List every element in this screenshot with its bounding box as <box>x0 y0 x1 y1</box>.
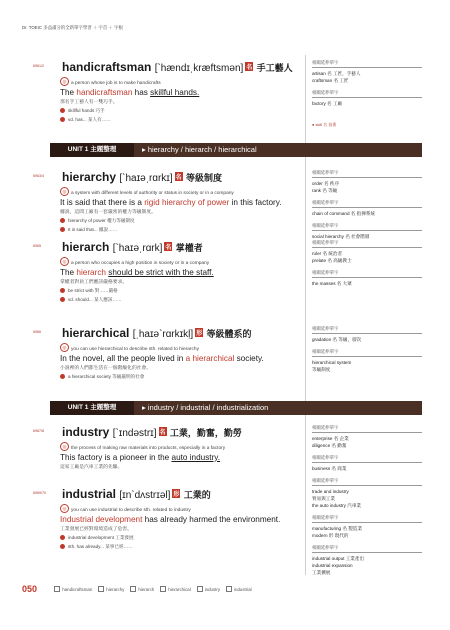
sidebar-group <box>312 326 422 379</box>
sidebar-item: the masses 名 大眾 <box>312 281 352 286</box>
column-divider <box>305 55 306 575</box>
phrase-text: industrial development 工業發展 <box>68 535 134 540</box>
footer <box>22 584 252 594</box>
entry-head <box>28 170 304 184</box>
sidebar-item: gradation 名 等級，層次 <box>312 337 362 342</box>
sidebar-block <box>312 478 422 509</box>
entry-number: 6969/70 <box>33 491 46 495</box>
vocab-entry <box>28 425 304 470</box>
entry-head <box>28 487 304 501</box>
chinese-meaning: 工業的 <box>183 490 211 500</box>
headword-text: handicraftsman <box>62 60 152 74</box>
vocab-entry <box>28 60 304 123</box>
sidebar-item: craftsman 名 工匠 <box>312 78 349 83</box>
part-of-speech-badge: 形 <box>195 328 203 337</box>
sidebar-heading: 相關延伸單字 <box>312 270 422 278</box>
phrase-text: hierarchy of power 權力等級制度 <box>68 218 135 223</box>
example-underline: auto industry. <box>171 453 221 462</box>
entry-head <box>28 326 304 340</box>
headword <box>62 425 242 439</box>
phrase-note <box>60 374 304 380</box>
definition-text: a person who occupies a high position in society or in a company <box>71 261 210 266</box>
example-highlight: a hierarchical <box>185 354 235 363</box>
sidebar-heading: 相關延伸單字 <box>312 240 422 248</box>
headword <box>62 240 203 254</box>
definition-text: you can use hierarchical to describe sth. related to hierarchy <box>71 347 199 352</box>
sidebar-heading: 相關延伸單字 <box>312 223 422 231</box>
definition-icon: ◎ <box>60 77 69 86</box>
example-sentence <box>60 198 304 207</box>
phrase-text: It is said that... 據說…… <box>68 227 118 232</box>
example-translation: 掌權者對員工們應該嚴格要求。 <box>60 280 128 285</box>
example-part: The <box>60 268 77 277</box>
phrase-text: be strict with 對……嚴格 <box>68 288 118 293</box>
sidebar-block <box>312 545 422 576</box>
english-definition <box>60 187 304 196</box>
sidebar-block <box>312 240 422 264</box>
checkbox-icon[interactable] <box>226 586 232 592</box>
example-translation: 這家工廠是汽車工業的先驅。 <box>60 465 123 470</box>
example-highlight: rigid hierarchy of power <box>144 198 230 207</box>
english-definition <box>60 442 304 451</box>
pronunciation: [ˋhændɪˌkræftsmən] <box>154 63 244 74</box>
bullet-icon <box>60 288 65 293</box>
sidebar-heading: 相關延伸單字 <box>312 90 422 98</box>
sidebar-item: enterprise 名 企業 <box>312 436 349 441</box>
sidebar-heading: 相關延伸單字 <box>312 200 422 208</box>
definition-text: you can use industrial to describe sth. related to industry <box>71 508 191 513</box>
sidebar-item: the auto industry 汽車業 <box>312 503 362 508</box>
sidebar-item: factory 名 工廠 <box>312 101 343 106</box>
sidebar-block <box>312 200 422 217</box>
example-sentence <box>60 515 304 524</box>
unit-label: UNIT 1 主題整理 <box>50 401 134 415</box>
unit-banner-industry <box>50 401 422 415</box>
sidebar-group <box>312 240 422 293</box>
sidebar-item: 貿易與工業 <box>312 496 335 501</box>
headword <box>62 60 293 74</box>
checkbox-icon[interactable] <box>98 586 104 592</box>
sidebar-heading: 相關延伸單字 <box>312 515 422 523</box>
phrase-note <box>60 117 304 123</box>
bullet-icon <box>60 108 65 113</box>
sidebar-group <box>312 60 422 131</box>
sidebar-item: prelate 名 高級教士 <box>312 258 352 263</box>
example-part: In the novel, all the people lived in <box>60 354 186 363</box>
sidebar-heading: 相關延伸單字 <box>312 545 422 553</box>
entry-number: 6965 <box>33 244 41 248</box>
entry-head <box>28 425 304 439</box>
part-of-speech-badge: 名 <box>159 427 167 436</box>
phrase-text: skillful hands 巧手 <box>68 108 105 113</box>
checklist-word: industry <box>204 587 221 592</box>
page-number: 050 <box>22 584 38 594</box>
entry-head <box>28 60 304 74</box>
chinese-meaning: 掌權者 <box>175 243 203 253</box>
vocab-entry <box>28 326 304 380</box>
part-of-speech-badge: 名 <box>175 172 183 181</box>
definition-icon: ◎ <box>60 442 69 451</box>
sidebar-block <box>312 515 422 539</box>
headword-text: hierarchical <box>62 326 130 340</box>
sidebar-block <box>312 326 422 343</box>
sidebar-block <box>312 270 422 287</box>
example-part: has already harmed the environment. <box>142 515 281 524</box>
pronunciation: [ˌhaɪəˋrɑrkɪkḷ] <box>132 329 194 340</box>
chinese-meaning: 等級體系的 <box>206 329 252 339</box>
phrase-note <box>60 288 304 294</box>
chinese-meaning: 等級制度 <box>185 173 222 183</box>
english-definition <box>60 343 304 352</box>
running-head: Dr. TOEIC 多益滿分的全新單字學習 ＋ 字首 ＋ 字根 <box>22 25 123 30</box>
example-translation: 小說裡的人們都生活在一個階級化的社會。 <box>60 366 152 371</box>
phrase-note <box>60 108 304 114</box>
pronunciation: [ˋɪndəstrɪ] <box>112 428 157 439</box>
pronunciation: [ɪnˋdʌstrɪəl] <box>119 490 171 501</box>
phrase-note <box>60 535 304 541</box>
headword-text: industrial <box>62 487 117 501</box>
part-of-speech-badge: 名 <box>164 242 172 251</box>
checkbox-icon[interactable] <box>54 586 60 592</box>
example-part: This factory is a pioneer in <box>60 453 158 462</box>
phrase-text: vd. has... 某人有…… <box>68 117 111 122</box>
sidebar-item: industrial output 工業產出 <box>312 556 365 561</box>
entry-number: 6967/8 <box>33 429 44 433</box>
sidebar-heading: 相關延伸單字 <box>312 326 422 334</box>
bullet-icon <box>60 227 65 232</box>
chinese-meaning: 手工藝人 <box>256 63 293 73</box>
headword-text: hierarchy <box>62 170 117 184</box>
definition-icon: ◎ <box>60 257 69 266</box>
bullet-icon <box>60 297 65 302</box>
headword-text: industry <box>62 425 110 439</box>
sidebar-block <box>312 170 422 194</box>
bullet-icon <box>60 374 65 379</box>
checkbox-icon[interactable] <box>160 586 166 592</box>
phrase-text: vd. should... 某人應該…… <box>68 297 122 302</box>
pronunciation: [ˋhaɪəˌrɑrk] <box>112 243 163 254</box>
checkbox-icon[interactable] <box>130 586 136 592</box>
example-translation: 那名手工藝人有一雙巧手。 <box>60 100 118 105</box>
sidebar-block <box>312 90 422 107</box>
bullet-icon <box>60 117 65 122</box>
example-sentence <box>60 354 304 363</box>
phrase-text: sth. has already... 某事已經…… <box>68 544 133 549</box>
unit-label: UNIT 1 主題整理 <box>50 143 134 157</box>
example-part: The <box>60 88 77 97</box>
sidebar-item: industrial expansion <box>312 563 353 568</box>
checklist-word: hierarchy <box>106 587 125 592</box>
sidebar-heading: 相關延伸單字 <box>312 478 422 486</box>
sidebar-heading: 相關延伸單字 <box>312 425 422 433</box>
sidebar-item: trade and industry <box>312 489 349 494</box>
example-part: has <box>132 88 151 97</box>
headword <box>62 326 252 340</box>
sidebar-block <box>312 60 422 84</box>
word-checklist <box>48 587 251 592</box>
definition-text: a system with different levels of authority or status in society or in a company <box>71 191 234 196</box>
definition-text: a person whose job is to make handicrafts <box>71 81 161 86</box>
example-highlight: Industrial development <box>60 515 143 524</box>
sidebar-item: 等級制度 <box>312 367 331 372</box>
entry-number: 6961/2 <box>33 64 44 68</box>
headword-text: hierarch <box>62 240 110 254</box>
english-definition <box>60 77 304 86</box>
headword <box>62 487 211 501</box>
chinese-meaning: 工業，勤奮，勤勞 <box>169 428 242 438</box>
sidebar-item: ruler 名 統治者 <box>312 251 343 256</box>
definition-icon: ◎ <box>60 343 69 352</box>
vocab-entry <box>28 240 304 303</box>
sidebar-item: artisan 名 工匠，手藝人 <box>312 71 361 76</box>
bullet-icon <box>60 544 65 549</box>
example-sentence <box>60 88 304 97</box>
sidebar-group <box>312 425 422 582</box>
sidebar-heading: 相關延伸單字 <box>312 349 422 357</box>
sidebar-block <box>312 223 422 240</box>
sidebar-item: diligence 名 勤奮 <box>312 443 347 448</box>
example-underline: skillful hands. <box>150 88 200 97</box>
vocab-entry <box>28 170 304 233</box>
example-translation: 據說，這間工廠有一套嚴密的權力等級制度。 <box>60 210 156 215</box>
sidebar-block <box>312 425 422 449</box>
checklist-word: handicraftsman <box>62 587 93 592</box>
phrase-note <box>60 297 304 303</box>
checklist-word: hierarchical <box>168 587 191 592</box>
sidebar-block <box>312 455 422 472</box>
sidebar-item: manufacturing 名 製造業 <box>312 526 363 531</box>
example-highlight: hierarch <box>76 268 106 277</box>
checklist-word: industrial <box>234 587 252 592</box>
sidebar-badge: ● skill 名 技術 <box>312 122 337 127</box>
part-of-speech-badge: 名 <box>245 62 253 71</box>
entry-head <box>28 240 304 254</box>
example-sentence <box>60 453 304 462</box>
phrase-note <box>60 544 304 550</box>
definition-icon: ◎ <box>60 187 69 196</box>
example-part: in this factory. <box>229 198 282 207</box>
sidebar-heading: 相關延伸單字 <box>312 170 422 178</box>
checkbox-icon[interactable] <box>197 586 203 592</box>
definition-icon: ◎ <box>60 504 69 513</box>
entry-number: 6966 <box>33 330 41 334</box>
sidebar-item: rank 名 等級 <box>312 188 338 193</box>
unit-words: ▸ industry / industrial / industrialization <box>142 403 269 412</box>
sidebar-block <box>312 349 422 373</box>
definition-text: the process of making raw materials into products, especially in a factory <box>71 446 226 451</box>
unit-words: ▸ hierarchy / hierarch / hierarchical <box>142 145 257 154</box>
sidebar-item: business 名 商業 <box>312 466 347 471</box>
bullet-icon <box>60 535 65 540</box>
example-underline: should be strict with the staff. <box>108 268 214 277</box>
bullet-icon <box>60 218 65 223</box>
unit-banner-hierarchy <box>50 143 422 157</box>
phrase-note <box>60 227 304 233</box>
example-translation: 工業發展已經對環境造成了危害。 <box>60 527 132 532</box>
phrase-note <box>60 218 304 224</box>
pronunciation: [ˋhaɪəˌrɑrkɪ] <box>119 173 173 184</box>
example-sentence <box>60 268 304 277</box>
english-definition <box>60 257 304 266</box>
sidebar-item: social hierarchy 名 社會階層 <box>312 234 370 239</box>
example-highlight: handicraftsman <box>76 88 133 97</box>
example-part: It is said that there is a <box>60 198 145 207</box>
headword <box>62 170 222 184</box>
example-part: society. <box>234 354 264 363</box>
english-definition <box>60 504 304 513</box>
sidebar-heading: 相關延伸單字 <box>312 455 422 463</box>
sidebar-heading: 相關延伸單字 <box>312 60 422 68</box>
sidebar-group <box>312 170 422 246</box>
vocab-entry <box>28 487 304 550</box>
part-of-speech-badge: 形 <box>172 489 180 498</box>
sidebar-item: hierarchical system <box>312 360 352 365</box>
example-part: the <box>157 453 172 462</box>
checklist-word: hierarch <box>138 587 155 592</box>
sidebar-item: chain of command 名 指揮系統 <box>312 211 376 216</box>
phrase-text: a hierarchical society 等級嚴明的社會 <box>68 374 145 379</box>
sidebar-item: order 名 秩序 <box>312 181 340 186</box>
entry-number: 6963/4 <box>33 174 44 178</box>
sidebar-item: 工業擴展 <box>312 570 331 575</box>
sidebar-item: modern 形 現代的 <box>312 533 349 538</box>
